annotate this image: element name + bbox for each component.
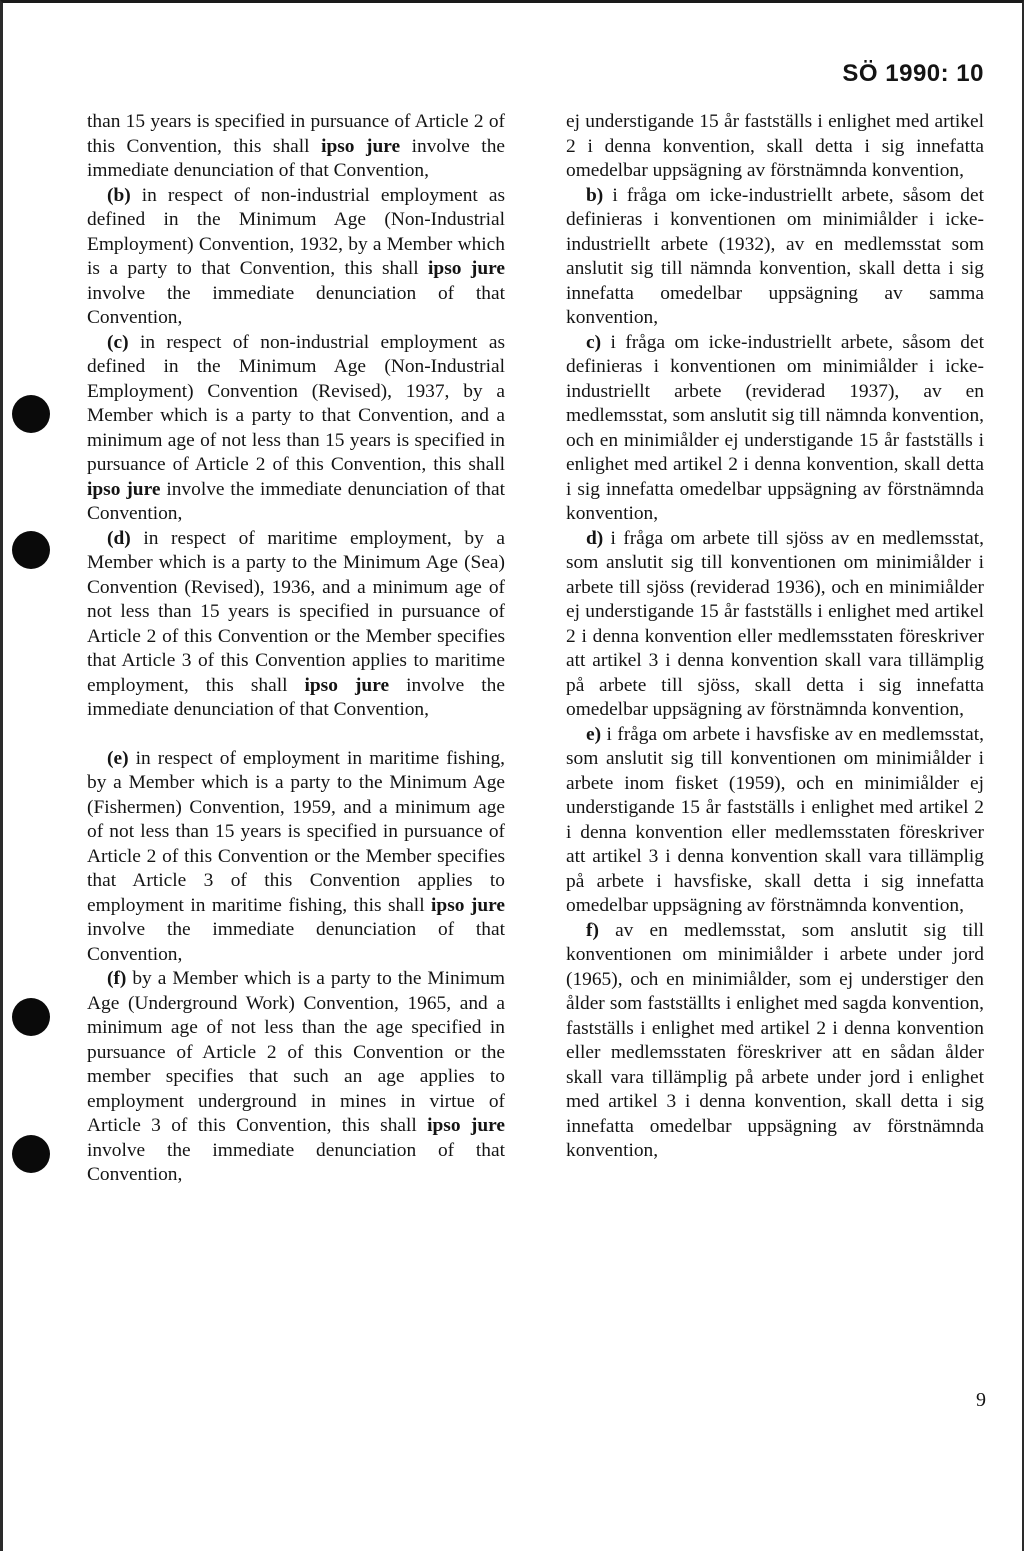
swedish-paragraph-c: c) i fråga om icke-industriellt arbete, såsom det definieras i konventionen om minimiålder i icke-industriellt arbete (reviderad 1937), av en medlemsstat, som anslutit sig till nämnda konvention, och en minimiålder ej understigande 15 år fastställs i enlighet med artikel 2 i denna konvention, skall detta i sig innefatta omedelbar uppsägning av förstnämnda konvention, [566, 331, 984, 524]
swedish-intro-paragraph: ej understigande 15 år fastställs i enlighet med artikel 2 i denna konvention, skall detta i sig innefatta omedelbar uppsägning av förstnämnda konvention, [566, 111, 984, 181]
english-column [87, 110, 505, 1188]
swedish-column [566, 110, 984, 1164]
english-paragraph-f: (f) by a Member which is a party to the Minimum Age (Underground Work) Convention, 1965, and a minimum age of not less than the age specified in pursuance of Article 2 of this Convention or the member specifies that such an age applies to employment underground in mines in virtue of Article 3 of this Convention, this shall ipso jure involve the immediate denunciation of that Convention, [87, 968, 505, 1185]
swedish-paragraph-b: b) i fråga om icke-industriellt arbete, såsom det definieras i konventionen om minimiålder i icke-industriellt arbete (1932), av en medlemsstat som anslutit sig till nämnda konvention, skall detta i sig innefatta omedelbar uppsägning av samma konvention, [566, 184, 984, 328]
item-label-e: (e) [107, 747, 129, 769]
english-intro-paragraph: than 15 years is specified in pursuance of Article 2 of this Convention, this shall ipso jure involve the immediate denunciation of that Convention, [87, 111, 505, 181]
punch-hole-4 [12, 1135, 50, 1173]
punch-hole-2 [12, 531, 50, 569]
english-paragraph-c: (c) in respect of non-industrial employment as defined in the Minimum Age (Non-Industrial Employment) Convention (Revised), 1937, by a Member which is a party to that Convention, and a minimum age of not less than 15 years is specified in pursuance of Article 2 of this Convention, this shall ipso jure involve the immediate denunciation of that Convention, [87, 331, 505, 524]
punch-hole-1 [12, 395, 50, 433]
swedish-paragraph-f: f) av en medlemsstat, som anslutit sig till konventionen om minimiålder i arbete under jord (1965), och en minimiålder, som ej understiger den ålder som fastställts i enlighet med sagda konvention, fastställs i enlighet med artikel 2 i denna konvention eller medlemsstaten föreskriver att en sådan ålder skall vara tillämplig på arbete under jord i enlighet med artikel 3 i denna konvention, skall detta i sig innefatta omedelbar uppsägning av förstnämnda konvention, [566, 919, 984, 1161]
english-paragraph-d: (d) in respect of maritime employment, by a Member which is a party to the Minimum Age (Sea) Convention (Revised), 1936, and a minimum age of not less than 15 years is specified in pursuance of Article 2 of this Convention or the Member specifies that Article 3 of this Convention applies to maritime employment, this shall ipso jure involve the immediate denunciation of that Convention, [87, 527, 505, 720]
swedish-paragraph-d: d) i fråga om arbete till sjöss av en medlemsstat, som anslutit sig till konventionen om minimiålder i arbete till sjöss (reviderad 1936), och en minimiålder ej understigande 15 år fastställs i enlighet med artikel 2 i denna konvention eller medlemsstaten föreskriver att artikel 3 i denna konvention skall vara tillämplig på arbete till sjöss, skall detta i sig innefatta omedelbar uppsägning av förstnämnda konvention, [566, 527, 984, 720]
item-label-c: (c) [107, 331, 129, 353]
document-reference: SÖ 1990: 10 [842, 60, 984, 87]
english-paragraph-b: (b) in respect of non-industrial employment as defined in the Minimum Age (Non-Industrial Employment) Convention, 1932, by a Member which is a party to that Convention, this shall ipso jure involve the immediate denunciation of that Convention, [87, 184, 505, 328]
swedish-paragraph-e: e) i fråga om arbete i havsfiske av en medlemsstat, som anslutit sig till konventionen om minimiålder i arbete inom fisket (1959), och en minimiålder ej understigande 15 år fastställs i enlighet med artikel 2 i denna konvention eller medlemsstaten föreskriver att artikel 3 i denna konvention skall vara tillämplig på arbete i havsfiske, skall detta i sig innefatta omedelbar uppsägning av förstnämnda konvention, [566, 723, 984, 916]
item-label-b: (b) [107, 184, 131, 206]
english-paragraph-e: (e) in respect of employment in maritime fishing, by a Member which is a party to the Minimum Age (Fishermen) Convention, 1959, and a minimum age of not less than 15 years is specified in pursuance of Article 2 of this Convention or the Member specifies that Article 3 of this Convention applies to employment in maritime fishing, this shall ipso jure involve the immediate denunciation of that Convention, [87, 747, 505, 965]
punch-hole-3 [12, 998, 50, 1036]
page-number: 9 [976, 1389, 986, 1411]
item-label-f: (f) [107, 968, 127, 989]
item-label-d: (d) [107, 527, 131, 549]
